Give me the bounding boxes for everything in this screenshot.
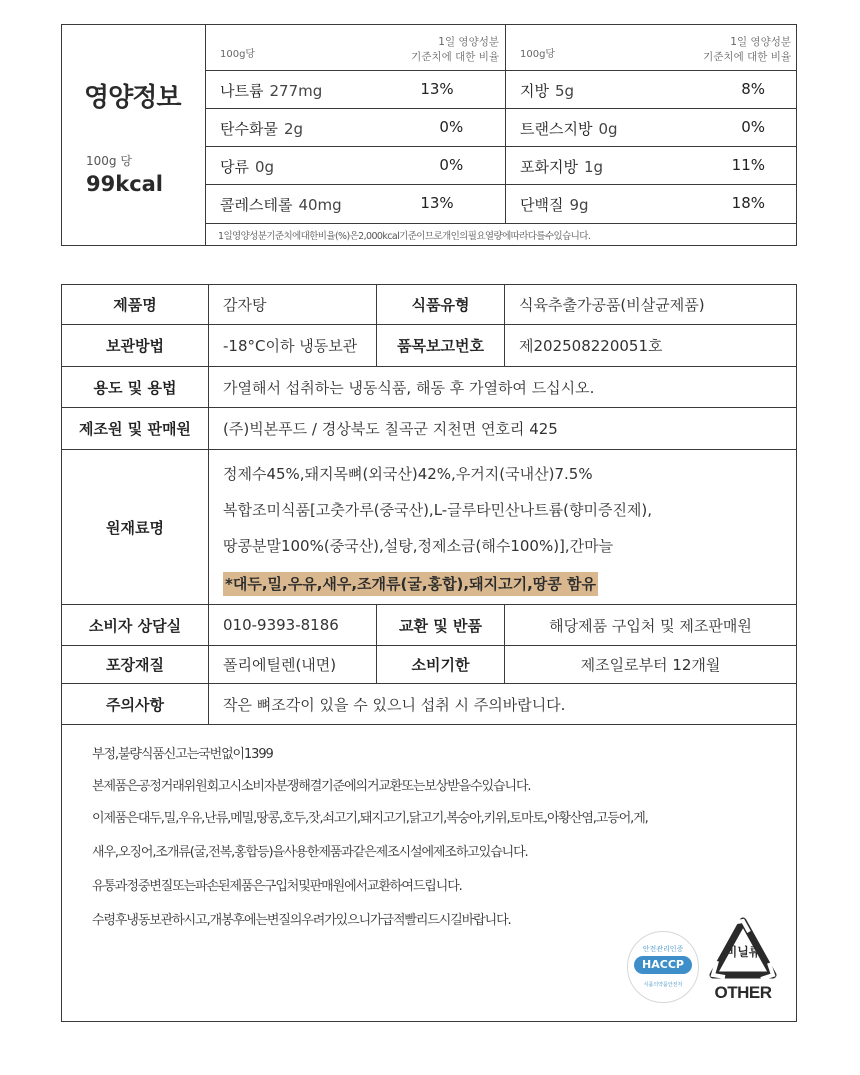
packaging-value: 폴리에틸렌(내면): [208, 646, 376, 683]
caution-value: 작은 뼈조각이 있을 수 있으니 섭취 시 주의바랍니다.: [208, 684, 796, 724]
nutrient-name: 단백질: [520, 196, 564, 214]
caution-label: 주의사항: [106, 695, 164, 714]
nutrient-name: 당류: [220, 158, 249, 176]
consumer-label: 소비자 상담실: [88, 616, 182, 635]
row-manufacturer: [62, 408, 796, 450]
per-100g-label: 100g당: [220, 49, 256, 60]
manufacturer-label: 제조원 및 판매원: [79, 420, 191, 438]
ingredient-line: 땅콩분말100%(중국산),설탕,정제소금(해수100%)],간마늘: [223, 537, 614, 555]
nutrient-amount: 277mg: [269, 82, 323, 100]
packaging-label: 포장재질: [106, 656, 164, 674]
nutrient-name: 지방: [520, 82, 549, 100]
row-usage: [62, 367, 796, 408]
nutrient-row: [206, 185, 505, 223]
notice-line: 부정,불량식품신고는국번없이1399: [92, 747, 273, 762]
nutrient-percent: 18%: [731, 194, 765, 212]
nutrient-name: 나트륨: [220, 82, 264, 100]
ingredient-line: 복합조미식품[고춧가루(중국산),L-글루타민산나트륨(향미증진제),: [223, 501, 653, 519]
nutrient-row: [206, 71, 505, 109]
usage-label: 용도 및 용법: [93, 378, 177, 397]
nutrient-percent: 0%: [741, 118, 765, 136]
allergen-notice: *대두,밀,우유,새우,조개류(굴,홍합),돼지고기,땅콩 함유: [223, 572, 598, 596]
daily-value-label: 1일 영양성분 기준치에 대한 비율: [411, 36, 499, 63]
product-name-label: 제품명: [113, 296, 157, 314]
food-type-value: 식육추출가공품(비살균제품): [504, 285, 796, 324]
product-info-table: [61, 284, 797, 1022]
usage-value: 가열해서 섭취하는 냉동식품, 해동 후 가열하여 드십시오.: [208, 367, 796, 407]
nutrient-name: 트랜스지방: [520, 120, 593, 138]
recycle-mark: [709, 917, 779, 1007]
recycle-material: 비닐류: [725, 945, 761, 959]
nutrition-column-right: [506, 25, 797, 223]
row-consumer: [62, 605, 796, 646]
consumer-phone: 010-9393-8186: [208, 605, 376, 645]
exchange-value: 해당제품 구입처 및 제조판매원: [504, 605, 796, 645]
nutrient-amount: 0g: [598, 120, 618, 138]
nutrition-title: 영양정보: [84, 83, 181, 113]
nutrient-name: 포화지방: [520, 158, 578, 176]
nutrient-amount: 1g: [583, 158, 604, 176]
nutrient-percent: 0%: [439, 118, 464, 136]
report-number-label: 품목보고번호: [376, 325, 504, 366]
food-type-label: 식품유형: [376, 285, 504, 324]
nutrient-percent: 11%: [731, 156, 765, 174]
shelf-life-value: 제조일로부터 12개월: [504, 646, 796, 683]
manufacturer-value: (주)빅본푸드 / 경상북도 칠곡군 지천면 연호리 425: [208, 408, 796, 449]
nutrient-row: [206, 109, 505, 147]
row-packaging: [62, 646, 796, 684]
ingredients-label: 원재료명: [106, 518, 164, 537]
per-100g-label: 100g당: [520, 49, 556, 60]
nutrient-amount: 40mg: [298, 196, 342, 214]
nutrient-percent: 13%: [420, 80, 454, 98]
nutrient-row: [506, 185, 797, 223]
notice-line: 이제품은대두,밀,우유,난류,메밀,땅콩,호두,잣,쇠고기,돼지고기,닭고기,복숭아,키위,토마토,아황산염,고등어,게,: [92, 811, 648, 826]
nutrient-percent: 13%: [420, 194, 454, 212]
ingredient-line: 정제수45%,돼지목뼈(외국산)42%,우거지(국내산)7.5%: [223, 465, 593, 483]
nutrient-amount: 2g: [283, 120, 304, 138]
notice-line: 본제품은공정거래위원회고시소비자분쟁해결기준에의거교환또는보상받을수있습니다.: [92, 779, 531, 794]
nutrition-footnote: 1일영양성분기준치에대한비율(%)은2,000kcal기준이므로개인의필요열량에따라다를수있습니다.: [206, 223, 797, 245]
nutrient-amount: 0g: [254, 158, 275, 176]
shelf-life-label: 소비기한: [376, 646, 504, 683]
exchange-label: 교환 및 반품: [376, 605, 504, 645]
row-ingredients: [62, 450, 796, 605]
nutrient-name: 탄수화물: [220, 120, 278, 138]
notice-line: 새우,오징어,조개류(굴,전복,홍합등)을사용한제품과같은제조시설에제조하고있습니다.: [92, 845, 528, 860]
nutrient-name: 콜레스테롤: [220, 196, 293, 214]
product-name-value: 감자탕: [208, 285, 376, 324]
nutrition-facts-box: [61, 24, 797, 246]
nutrition-column-left: [206, 25, 506, 223]
nutrient-amount: 5g: [554, 82, 575, 100]
nutrient-row: [206, 147, 505, 185]
nutrient-percent: 8%: [741, 80, 765, 98]
haccp-certification-badge: 안전관리인증 HACCP 식품의약품안전처: [627, 931, 699, 1003]
notice-line: 수령후냉동보관하시고,개봉후에는변질의우려가있으니가급적빨리드시길바랍니다.: [92, 913, 511, 928]
serving-basis: 100g 당: [86, 154, 132, 168]
nutrient-row: [506, 109, 797, 147]
nutrient-amount: 9g: [569, 196, 589, 214]
report-number-value: 제202508220051호: [504, 325, 796, 366]
daily-value-label: 1일 영양성분 기준치에 대한 비율: [703, 36, 791, 63]
ingredients-value: [208, 450, 796, 604]
nutrition-header: [506, 25, 797, 71]
nutrient-percent: 0%: [439, 156, 464, 174]
recycle-code: OTHER: [714, 983, 772, 1002]
storage-label: 보관방법: [106, 337, 164, 355]
row-caution: [62, 684, 796, 725]
calories: 99kcal: [86, 172, 164, 196]
nutrient-row: [506, 147, 797, 185]
row-storage: [62, 325, 796, 367]
notice-line: 유통과정중변질또는파손된제품은구입처및판매원에서교환하여드립니다.: [92, 879, 462, 894]
storage-value: -18°C이하 냉동보관: [208, 325, 376, 366]
nutrition-header: [206, 25, 505, 71]
row-product-name: [62, 285, 796, 325]
nutrient-row: [506, 71, 797, 109]
nutrition-summary: [62, 25, 206, 245]
